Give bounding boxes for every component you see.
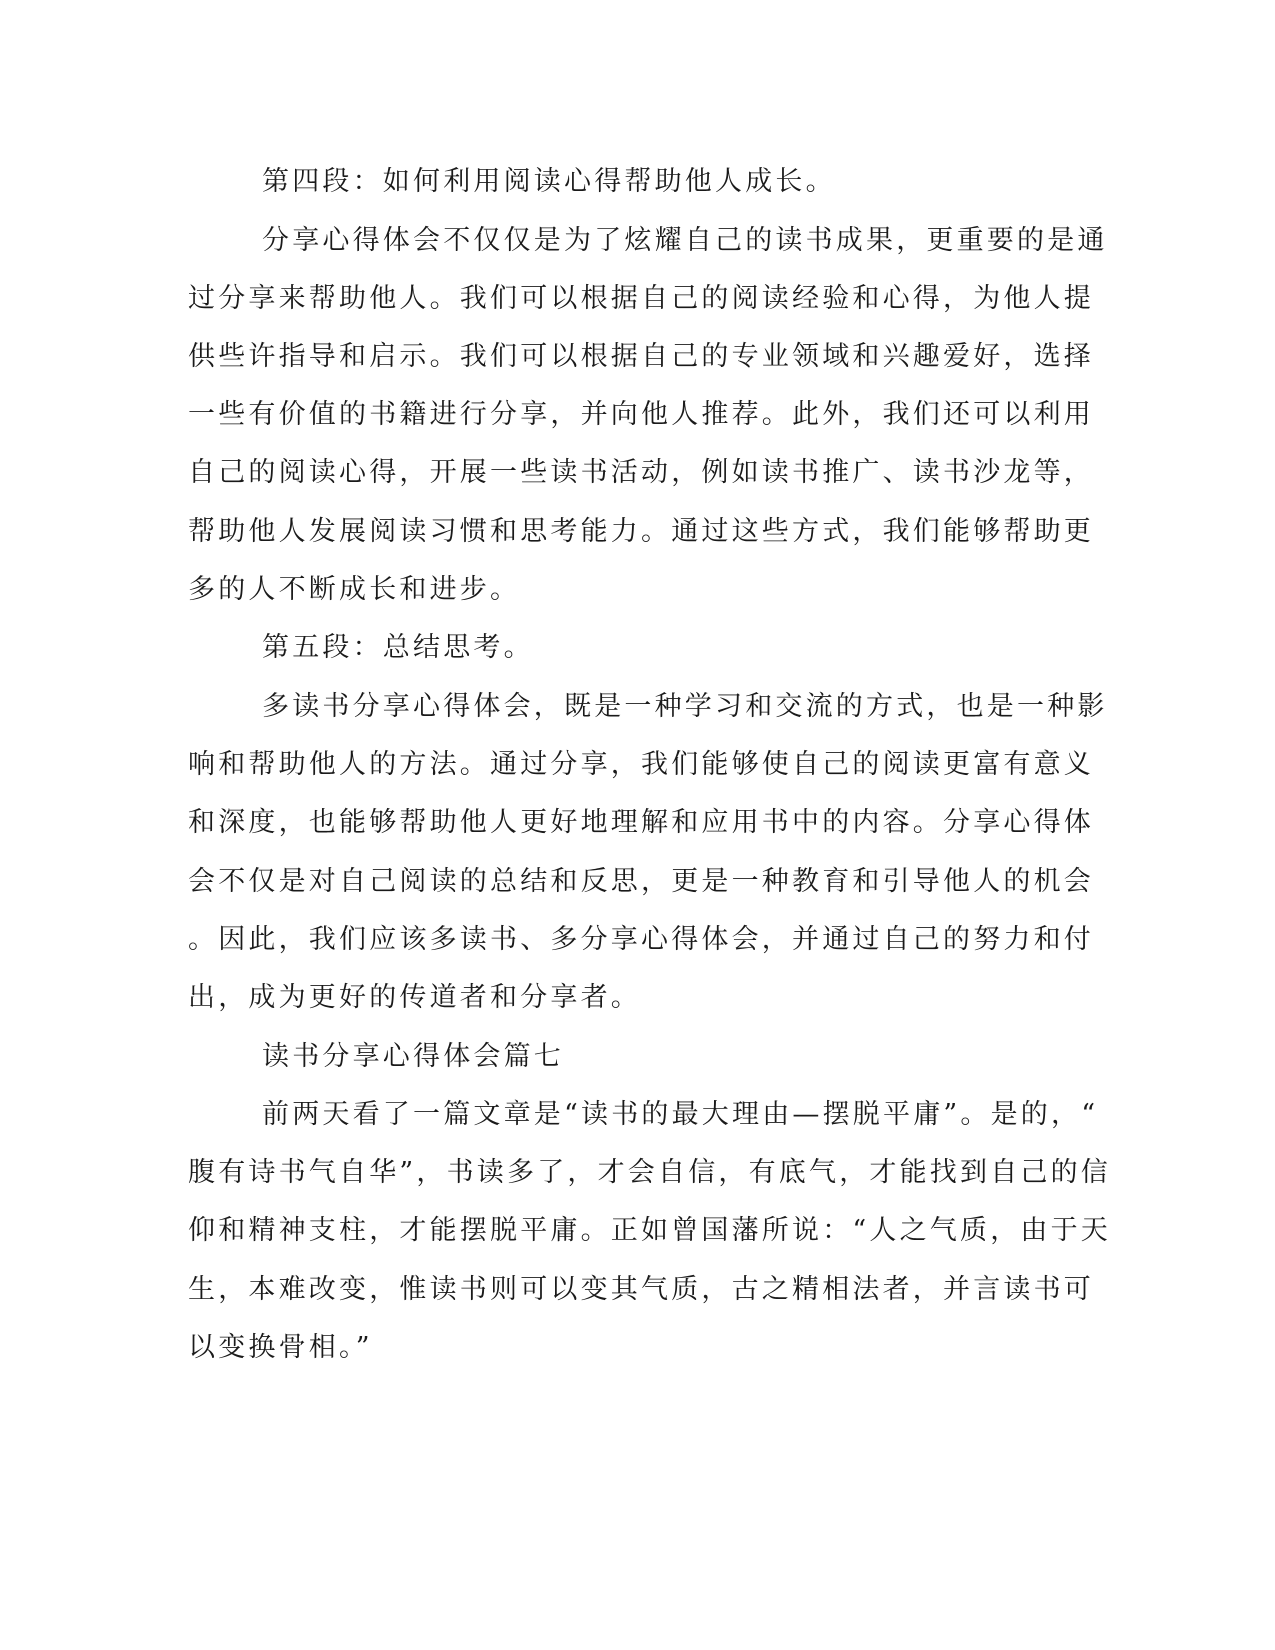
paragraph-line: 生，本难改变，惟读书则可以变其气质，古之精相法者，并言读书可 <box>188 1274 1094 1305</box>
paragraph-line: 多读书分享心得体会，既是一种学习和交流的方式，也是一种影 <box>262 691 1108 722</box>
paragraph-line: 以变换骨相。” <box>188 1332 373 1363</box>
section-heading-4: 第四段：如何利用阅读心得帮助他人成长。 <box>262 166 836 197</box>
paragraph-line: 多的人不断成长和进步。 <box>188 574 521 605</box>
paragraph-line: 和深度，也能够帮助他人更好地理解和应用书中的内容。分享心得体 <box>188 807 1094 838</box>
paragraph-line: 会不仅是对自己阅读的总结和反思，更是一种教育和引导他人的机会 <box>188 866 1094 897</box>
paragraph-line: 供些许指导和启示。我们可以根据自己的专业领域和兴趣爱好，选择 <box>188 341 1094 372</box>
paragraph-line: 腹有诗书气自华”，书读多了，才会自信，有底气，才能找到自己的信 <box>188 1157 1112 1188</box>
paragraph-line: 响和帮助他人的方法。通过分享，我们能够使自己的阅读更富有意义 <box>188 749 1094 780</box>
section-title-7: 读书分享心得体会篇七 <box>262 1041 564 1072</box>
paragraph-line: 仰和精神支柱，才能摆脱平庸。正如曾国藩所说：“人之气质，由于天 <box>188 1215 1112 1246</box>
paragraph-line: 出，成为更好的传道者和分享者。 <box>188 982 641 1013</box>
paragraph-line: 过分享来帮助他人。我们可以根据自己的阅读经验和心得，为他人提 <box>188 283 1094 314</box>
paragraph-line: 分享心得体会不仅仅是为了炫耀自己的读书成果，更重要的是通 <box>262 225 1108 256</box>
paragraph-line: 前两天看了一篇文章是“读书的最大理由—摆脱平庸”。是的，“ <box>262 1099 1099 1130</box>
paragraph-line: 。因此，我们应该多读书、多分享心得体会，并通过自己的努力和付 <box>188 924 1094 955</box>
paragraph-line: 自己的阅读心得，开展一些读书活动，例如读书推广、读书沙龙等， <box>188 457 1094 488</box>
section-heading-5: 第五段：总结思考。 <box>262 632 534 663</box>
paragraph-line: 帮助他人发展阅读习惯和思考能力。通过这些方式，我们能够帮助更 <box>188 516 1094 547</box>
paragraph-line: 一些有价值的书籍进行分享，并向他人推荐。此外，我们还可以利用 <box>188 399 1094 430</box>
